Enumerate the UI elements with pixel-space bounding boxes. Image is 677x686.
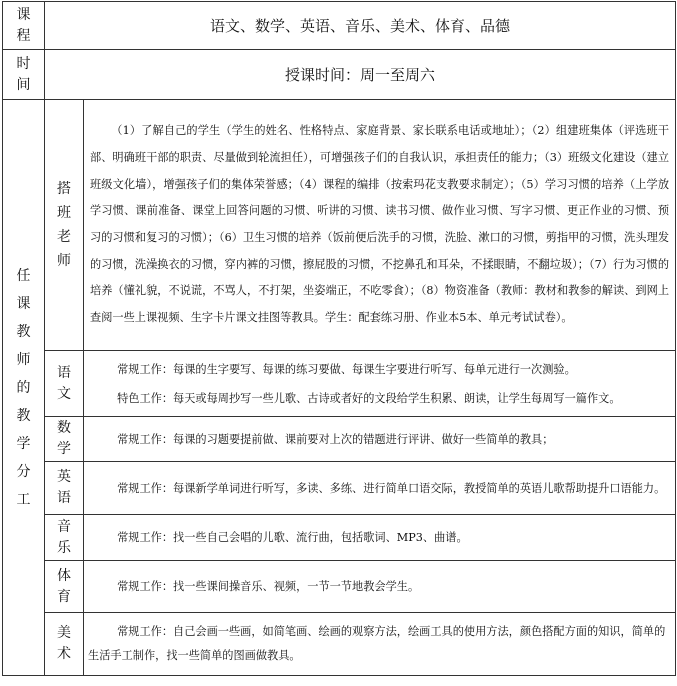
english-text: 常规工作：每课新学单词进行听写，多读、多练、进行简单口语交际，教授简单的英语儿歌帮助提升口语能力。 — [117, 481, 666, 495]
label-char: 英 — [57, 469, 71, 485]
subject-label-cell — [45, 613, 84, 676]
label-char: 任 — [16, 267, 31, 284]
division-row-english — [3, 462, 676, 515]
label-char: 数 — [57, 420, 71, 436]
label-char: 老 — [57, 229, 71, 245]
math-content — [84, 417, 676, 462]
subject-label — [45, 363, 83, 405]
label-char: 师 — [57, 253, 71, 269]
course-row — [3, 2, 676, 50]
label-char: 分 — [16, 463, 31, 480]
label-char: 工 — [16, 491, 31, 508]
label-char: 师 — [16, 351, 31, 368]
music-text: 常规工作：找一些自己会唱的儿歌、流行曲，包括歌词、MP3、曲谱。 — [117, 531, 468, 544]
label-char: 乐 — [57, 539, 71, 556]
division-row-partner-teacher — [3, 100, 676, 351]
subject-label — [45, 177, 83, 273]
time-label — [3, 54, 44, 96]
label-char: 班 — [57, 205, 71, 221]
partner-teacher-content — [84, 100, 676, 351]
subject-label — [45, 517, 83, 559]
art-content — [84, 613, 676, 676]
label-char: 课 — [16, 295, 31, 312]
label-char: 语 — [57, 364, 71, 381]
partner-teacher-text: （1）了解自己的学生（学生的姓名、性格特点、家庭背景、家长联系电话或地址）；（2）组建班集体（评选班干部、明确班干部的职责、尽量做到轮流担任），可增强孩子们的自我认识，承担责任的能力；（3）班级文化建设（建立班级文化墙），增强孩子们的集体荣誉感；（4）课程的编排（按索玛花支教要求制定）；（5）学习习惯的培养（上学放学习惯、课前准备、课堂上回答问题的习惯、听讲的习惯、读书习惯、做作业习惯、写字习惯、更正作业的习惯、预习的习惯和复习的习惯）；（6）卫生习惯的培养（饭前便后洗手的习惯，洗脸、漱口的习惯，剪指甲的习惯，洗头理发的习惯，洗澡换衣的习惯，穿内裤的习惯，擦屁股的习惯，不挖鼻孔和耳朵，不揉眼睛，不翻垃圾）；（7）行为习惯的培养（懂礼貌，不说谎，不骂人，不打架，坐姿端正，不吃零食）；（8）物资准备（教师：教材和教参的解读、到网上查阅一些上课视频、生字卡片课文挂图等教具。学生：配套练习册、作业本5本、单元考试试卷）。 — [90, 124, 670, 325]
time-label-cell — [3, 50, 45, 100]
pe-content — [84, 561, 676, 613]
subject-label — [45, 566, 83, 608]
division-row-pe — [3, 561, 676, 613]
division-row-art — [3, 613, 676, 676]
label-char: 育 — [57, 588, 71, 605]
time-value: 授课时间：周一至周六 — [45, 50, 676, 100]
subject-label-cell — [45, 515, 84, 561]
label-char: 体 — [57, 567, 71, 584]
subject-label-cell — [45, 100, 84, 351]
division-label-cell — [3, 100, 45, 676]
label-char: 学 — [16, 435, 31, 452]
course-value: 语文、数学、英语、音乐、美术、体育、品德 — [45, 2, 676, 50]
division-label — [3, 262, 44, 514]
pe-text: 常规工作：找一些课间操音乐、视频，一节一节地教会学生。 — [117, 580, 420, 593]
chinese-special-text: 特色工作：每天或每周抄写一些儿歌、古诗或者好的文段给学生积累、朗读，让学生每周写一篇作文。 — [117, 391, 621, 405]
label-char: 术 — [57, 646, 71, 662]
label-char: 的 — [16, 379, 31, 396]
label-char: 文 — [57, 385, 71, 402]
label-char: 音 — [57, 518, 71, 535]
division-row-math — [3, 417, 676, 462]
label-char: 语 — [57, 490, 71, 506]
time-row — [3, 50, 676, 100]
subject-label-cell — [45, 351, 84, 417]
subject-label-cell — [45, 561, 84, 613]
label-char: 程 — [16, 27, 31, 44]
label-char: 搭 — [57, 181, 71, 197]
label-char: 课 — [16, 6, 31, 23]
label-char: 时 — [16, 55, 31, 72]
subject-label-cell — [45, 462, 84, 515]
music-content — [84, 515, 676, 561]
subject-label — [45, 467, 83, 509]
chinese-routine-text: 常规工作：每课的生字要写、每课的练习要做、每课生字要进行听写、每单元进行一次测验。 — [117, 362, 576, 376]
label-char: 教 — [16, 323, 31, 340]
teaching-plan-table — [2, 1, 676, 676]
subject-label — [45, 418, 83, 460]
math-text: 常规工作：每课的习题要提前做、课前要对上次的错题进行评讲、做好一些简单的教具； — [117, 432, 554, 446]
english-content — [84, 462, 676, 515]
subject-label-cell — [45, 417, 84, 462]
division-row-music — [3, 515, 676, 561]
chinese-content — [84, 351, 676, 417]
division-row-chinese — [3, 351, 676, 417]
course-label-cell — [3, 2, 45, 50]
label-char: 学 — [57, 441, 71, 457]
subject-label — [45, 623, 83, 665]
label-char: 教 — [16, 407, 31, 424]
art-text: 常规工作：自己会画一些画，如简笔画、绘画的观察方法，绘画工具的使用方法，颜色搭配方面的知识，简单的生活手工制作，找一些简单的图画做教具。 — [88, 625, 666, 662]
label-char: 美 — [57, 625, 71, 641]
label-char: 间 — [16, 76, 31, 93]
course-label — [3, 5, 44, 47]
